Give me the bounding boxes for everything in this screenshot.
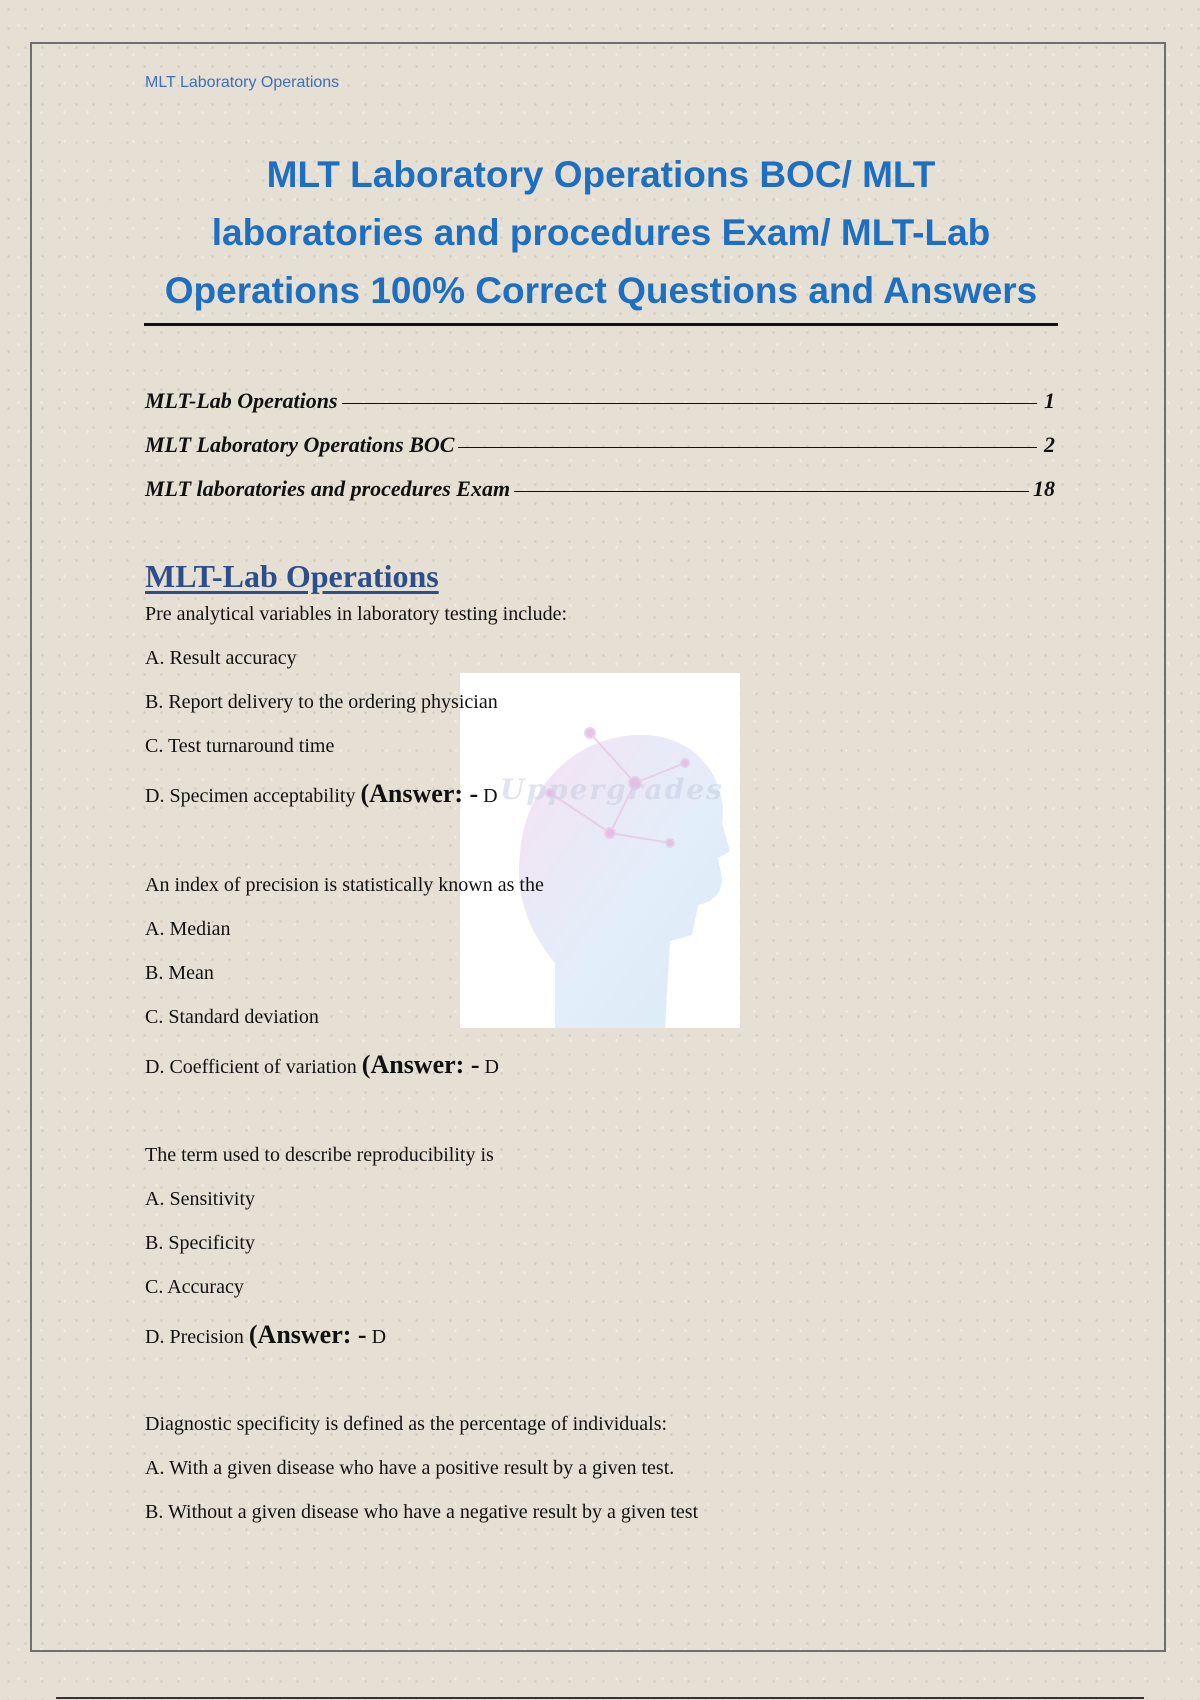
answer-option: C. Accuracy: [145, 1276, 244, 1298]
answer-option: C. Test turnaround time: [145, 735, 335, 757]
question-block: [145, 863, 544, 1089]
answer-label: (Answer: -: [361, 1050, 480, 1079]
toc-leader: [514, 491, 1029, 492]
toc-entry-label: MLT laboratories and procedures Exam: [145, 476, 511, 501]
watermark-brand: Uppergrades: [500, 773, 724, 806]
answer-option: B. Mean: [145, 962, 214, 984]
toc-entry-page: 1: [1044, 388, 1055, 413]
toc-entry-label: MLT-Lab Operations: [145, 388, 338, 413]
answer-option: B. Specificity: [145, 1232, 255, 1254]
toc-entry[interactable]: [145, 388, 1055, 432]
title-divider: [144, 323, 1058, 326]
answer-option: A. Median: [145, 918, 231, 940]
answer-label: (Answer: -: [248, 1320, 367, 1349]
answer-option: C. Standard deviation: [145, 1006, 319, 1028]
question-text: An index of precision is statistically known as the: [145, 874, 544, 896]
answer-option-with-key: [145, 1043, 544, 1089]
title-line-1: MLT Laboratory Operations BOC/ MLT: [266, 154, 936, 195]
title-line-3: Operations 100% Correct Questions and Answers: [164, 270, 1038, 311]
answer-option: D. Precision: [145, 1326, 244, 1348]
answer-option-with-key: [145, 772, 567, 818]
running-header: MLT Laboratory Operations: [145, 74, 340, 91]
question-text: Pre analytical variables in laboratory testing include:: [145, 603, 568, 625]
toc-entry-label: MLT Laboratory Operations BOC: [145, 432, 455, 457]
footer-divider: [56, 1697, 1144, 1699]
answer-option: A. Result accuracy: [145, 647, 297, 669]
question-block: [145, 1402, 698, 1534]
question-text: The term used to describe reproducibility is: [145, 1144, 494, 1166]
toc-entry[interactable]: [145, 432, 1055, 476]
question-block: [145, 592, 567, 818]
answer-option: A. Sensitivity: [145, 1188, 256, 1210]
answer-value: D: [484, 1056, 499, 1078]
answer-option: A. With a given disease who have a positive result by a given test.: [145, 1457, 675, 1479]
toc-entry[interactable]: [145, 476, 1055, 520]
toc-entry-page: 2: [1044, 432, 1055, 457]
toc-leader: [342, 403, 1037, 404]
answer-value: D: [371, 1326, 387, 1348]
section-heading: MLT-Lab Operations: [145, 558, 439, 594]
question-text: Diagnostic specificity is defined as the percentage of individuals:: [145, 1413, 668, 1435]
question-block: [145, 1133, 494, 1359]
toc-leader: [458, 447, 1037, 448]
answer-option: B. Without a given disease who have a negative result by a given test: [145, 1501, 699, 1523]
answer-label: (Answer: -: [360, 779, 479, 808]
table-of-contents: [145, 388, 1055, 520]
answer-option-with-key: [145, 1313, 494, 1359]
answer-option: D. Specimen acceptability: [145, 785, 356, 807]
answer-value: D: [483, 785, 498, 807]
toc-entry-page: 18: [1033, 476, 1055, 501]
answer-option: D. Coefficient of variation: [145, 1056, 357, 1078]
document-title: [145, 146, 1057, 320]
title-line-2: laboratories and procedures Exam/ MLT-Lab: [211, 212, 991, 253]
answer-option: B. Report delivery to the ordering physician: [145, 691, 498, 713]
